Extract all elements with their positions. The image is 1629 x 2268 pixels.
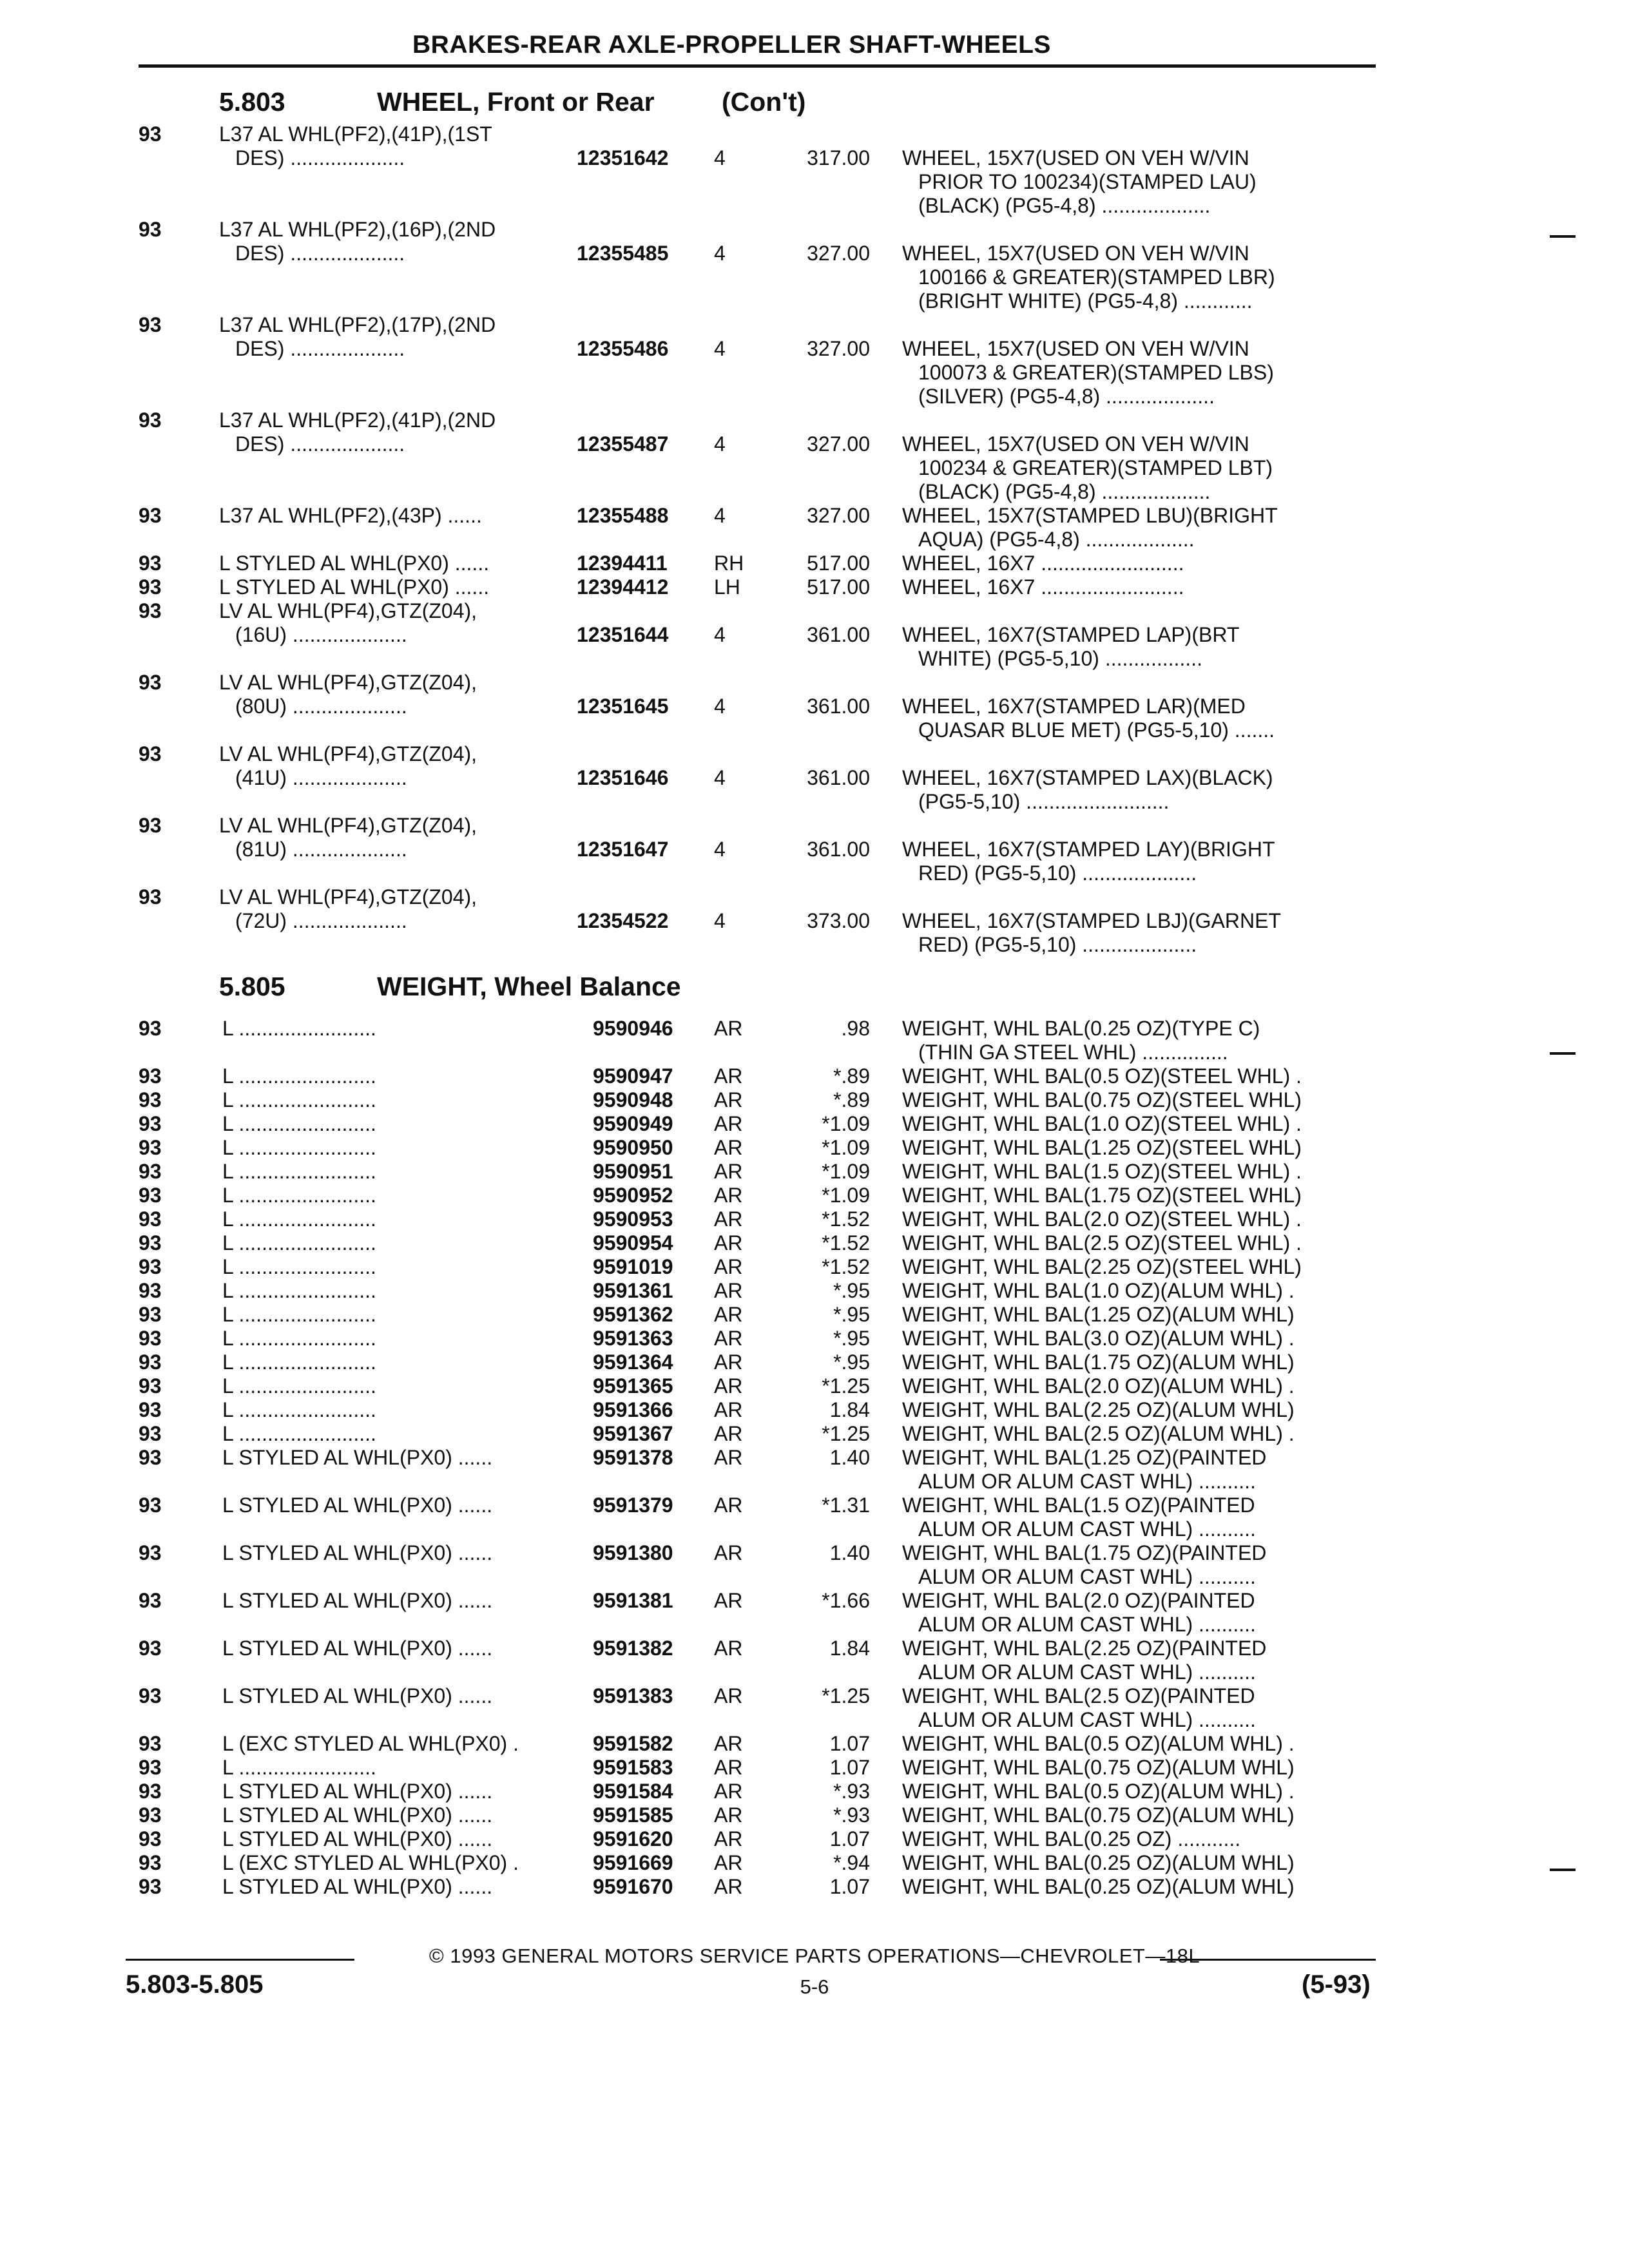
model-year: 93 — [139, 1756, 162, 1779]
model-year: 93 — [139, 575, 162, 599]
part-desc: WEIGHT, WHL BAL(0.25 OZ)(ALUM WHL) — [902, 1875, 1295, 1898]
usage-desc: L ........................ — [222, 1398, 376, 1421]
price: *1.52 — [822, 1207, 870, 1231]
quantity: AR — [714, 1803, 743, 1827]
part-desc: WEIGHT, WHL BAL(2.0 OZ)(PAINTED — [902, 1589, 1255, 1612]
part-number: 9591363 — [593, 1327, 673, 1350]
quantity: AR — [714, 1017, 743, 1040]
part-number: 12354522 — [577, 909, 669, 932]
part-desc: WEIGHT, WHL BAL(1.75 OZ)(ALUM WHL) — [902, 1350, 1295, 1374]
quantity: AR — [714, 1279, 743, 1302]
quantity: AR — [714, 1207, 743, 1231]
quantity: 4 — [714, 909, 726, 932]
quantity: AR — [714, 1541, 743, 1564]
part-number: 9591382 — [593, 1637, 673, 1660]
model-year: 93 — [139, 1541, 162, 1564]
price: 317.00 — [807, 146, 870, 169]
usage-desc: L STYLED AL WHL(PX0) ...... — [222, 1875, 493, 1898]
part-number: 12351645 — [577, 695, 669, 718]
model-year: 93 — [139, 1112, 162, 1135]
part-desc: WEIGHT, WHL BAL(2.5 OZ)(STEEL WHL) . — [902, 1231, 1302, 1254]
price: 327.00 — [807, 242, 870, 265]
model-year: 93 — [139, 1374, 162, 1398]
part-number: 9591583 — [593, 1756, 673, 1779]
usage-desc: LV AL WHL(PF4),GTZ(Z04), — [219, 885, 477, 908]
usage-desc: LV AL WHL(PF4),GTZ(Z04), — [219, 599, 477, 622]
quantity: AR — [714, 1494, 743, 1517]
part-desc: WEIGHT, WHL BAL(2.25 OZ)(STEEL WHL) — [902, 1255, 1302, 1278]
model-year: 93 — [139, 1184, 162, 1207]
price: *1.31 — [822, 1494, 870, 1517]
quantity: RH — [714, 552, 744, 575]
quantity: 4 — [714, 242, 726, 265]
part-number: 9591019 — [593, 1255, 673, 1278]
price: *1.09 — [822, 1184, 870, 1207]
usage-desc-2: (72U) .................... — [235, 909, 407, 932]
price: 1.07 — [829, 1732, 870, 1755]
model-year: 93 — [139, 1279, 162, 1302]
part-desc-2: ALUM OR ALUM CAST WHL) .......... — [918, 1660, 1256, 1684]
model-year: 93 — [139, 1017, 162, 1040]
price: *1.66 — [822, 1589, 870, 1612]
quantity: AR — [714, 1350, 743, 1374]
part-desc-2: WHITE) (PG5-5,10) ................. — [918, 647, 1202, 670]
model-year: 93 — [139, 1350, 162, 1374]
quantity: AR — [714, 1184, 743, 1207]
model-year: 93 — [139, 552, 162, 575]
part-desc-2: ALUM OR ALUM CAST WHL) .......... — [918, 1517, 1256, 1541]
price: 1.84 — [829, 1637, 870, 1660]
part-number: 12355487 — [577, 432, 669, 456]
section-heading-5803 — [219, 87, 1057, 119]
section-heading-5805 — [219, 972, 1057, 1004]
part-desc: WHEEL, 16X7 ......................... — [902, 552, 1184, 575]
part-desc-2: ALUM OR ALUM CAST WHL) .......... — [918, 1613, 1256, 1636]
part-number: 9591379 — [593, 1494, 673, 1517]
part-number: 9590954 — [593, 1231, 673, 1254]
part-desc-2: ALUM OR ALUM CAST WHL) .......... — [918, 1565, 1256, 1588]
model-year: 93 — [139, 1303, 162, 1326]
part-desc: WHEEL, 16X7(STAMPED LAP)(BRT — [902, 623, 1240, 646]
page-header-title: BRAKES-REAR AXLE-PROPELLER SHAFT-WHEELS — [412, 31, 1051, 59]
quantity: AR — [714, 1064, 743, 1088]
quantity: AR — [714, 1827, 743, 1850]
model-year: 93 — [139, 1446, 162, 1469]
model-year: 93 — [139, 1160, 162, 1183]
quantity: 4 — [714, 838, 726, 861]
model-year: 93 — [139, 504, 162, 527]
section-continued: (Con't) — [722, 87, 806, 117]
price: 361.00 — [807, 695, 870, 718]
part-number: 9590951 — [593, 1160, 673, 1183]
part-number: 9591364 — [593, 1350, 673, 1374]
usage-desc: L ........................ — [222, 1255, 376, 1278]
price: *1.25 — [822, 1422, 870, 1445]
quantity: AR — [714, 1422, 743, 1445]
usage-desc-2: (81U) .................... — [235, 838, 407, 861]
quantity: 4 — [714, 623, 726, 646]
quantity: AR — [714, 1446, 743, 1469]
usage-desc: L ........................ — [222, 1350, 376, 1374]
price: *1.52 — [822, 1255, 870, 1278]
quantity: AR — [714, 1303, 743, 1326]
part-number: 9590947 — [593, 1064, 673, 1088]
part-desc: WEIGHT, WHL BAL(1.5 OZ)(STEEL WHL) . — [902, 1160, 1302, 1183]
price: *.95 — [833, 1327, 870, 1350]
part-desc: WEIGHT, WHL BAL(0.25 OZ)(TYPE C) — [902, 1017, 1260, 1040]
usage-desc: L (EXC STYLED AL WHL(PX0) . — [222, 1732, 519, 1755]
price: *1.09 — [822, 1112, 870, 1135]
part-number: 9591361 — [593, 1279, 673, 1302]
part-desc-2: (PG5-5,10) ......................... — [918, 790, 1170, 813]
part-desc: WHEEL, 15X7(USED ON VEH W/VIN — [902, 146, 1249, 169]
usage-desc: L ........................ — [222, 1422, 376, 1445]
part-desc: WEIGHT, WHL BAL(0.5 OZ)(ALUM WHL) . — [902, 1732, 1295, 1755]
price: 361.00 — [807, 838, 870, 861]
part-number: 9590948 — [593, 1088, 673, 1111]
model-year: 93 — [139, 1851, 162, 1874]
price: *.89 — [833, 1088, 870, 1111]
model-year: 93 — [139, 1875, 162, 1898]
usage-desc-2: DES) .................... — [235, 337, 405, 360]
model-year: 93 — [139, 1803, 162, 1827]
part-desc: WEIGHT, WHL BAL(1.25 OZ)(PAINTED — [902, 1446, 1267, 1469]
quantity: AR — [714, 1160, 743, 1183]
part-desc: WEIGHT, WHL BAL(0.75 OZ)(ALUM WHL) — [902, 1803, 1295, 1827]
usage-desc-2: (41U) .................... — [235, 766, 407, 789]
part-desc: WEIGHT, WHL BAL(3.0 OZ)(ALUM WHL) . — [902, 1327, 1295, 1350]
part-number: 12351642 — [577, 146, 669, 169]
part-desc-2: 100073 & GREATER)(STAMPED LBS) — [918, 361, 1274, 384]
part-desc-3: (BLACK) (PG5-4,8) ................... — [918, 194, 1211, 217]
quantity: 4 — [714, 432, 726, 456]
price: 1.07 — [829, 1756, 870, 1779]
section-number: 5.803 — [219, 87, 285, 117]
quantity: AR — [714, 1851, 743, 1874]
price: *1.09 — [822, 1136, 870, 1159]
price: 373.00 — [807, 909, 870, 932]
model-year: 93 — [139, 1327, 162, 1350]
part-number: 9590950 — [593, 1136, 673, 1159]
usage-desc-2: DES) .................... — [235, 432, 405, 456]
usage-desc-2: DES) .................... — [235, 242, 405, 265]
part-number: 9591378 — [593, 1446, 673, 1469]
usage-desc: L STYLED AL WHL(PX0) ...... — [222, 1780, 493, 1803]
part-number: 9591584 — [593, 1780, 673, 1803]
quantity: AR — [714, 1780, 743, 1803]
price: 517.00 — [807, 552, 870, 575]
model-year: 93 — [139, 1589, 162, 1612]
quantity: AR — [714, 1088, 743, 1111]
part-desc-3: (SILVER) (PG5-4,8) ................... — [918, 385, 1215, 408]
part-number: 9591670 — [593, 1875, 673, 1898]
model-year: 93 — [139, 1637, 162, 1660]
usage-desc: L ........................ — [222, 1184, 376, 1207]
section-title: WHEEL, Front or Rear — [377, 87, 655, 117]
footer-page-number: 5-6 — [800, 1975, 829, 1998]
usage-desc: L ........................ — [222, 1327, 376, 1350]
part-desc: WHEEL, 16X7 ......................... — [902, 575, 1184, 599]
part-desc-3: (BLACK) (PG5-4,8) ................... — [918, 480, 1211, 503]
usage-desc: L37 AL WHL(PF2),(17P),(2ND — [219, 313, 496, 336]
quantity: 4 — [714, 504, 726, 527]
model-year: 93 — [139, 1064, 162, 1088]
part-number: 9591380 — [593, 1541, 673, 1564]
part-desc: WHEEL, 16X7(STAMPED LBJ)(GARNET — [902, 909, 1281, 932]
quantity: AR — [714, 1231, 743, 1254]
price: 1.40 — [829, 1541, 870, 1564]
model-year: 93 — [139, 218, 162, 241]
price: *1.52 — [822, 1231, 870, 1254]
model-year: 93 — [139, 814, 162, 837]
model-year: 93 — [139, 1255, 162, 1278]
price: 327.00 — [807, 337, 870, 360]
price: *.93 — [833, 1780, 870, 1803]
quantity: AR — [714, 1255, 743, 1278]
price: 327.00 — [807, 504, 870, 527]
part-desc: WHEEL, 16X7(STAMPED LAY)(BRIGHT — [902, 838, 1275, 861]
usage-desc-2: (80U) .................... — [235, 695, 407, 718]
quantity: AR — [714, 1398, 743, 1421]
price: *.95 — [833, 1279, 870, 1302]
footer-copyright: © 1993 GENERAL MOTORS SERVICE PARTS OPERATIONS—CHEVROLET—18L — [429, 1945, 1200, 1967]
part-desc: WEIGHT, WHL BAL(0.5 OZ)(STEEL WHL) . — [902, 1064, 1302, 1088]
part-number: 12355485 — [577, 242, 669, 265]
part-desc-2: PRIOR TO 100234)(STAMPED LAU) — [918, 170, 1257, 193]
usage-desc: L ........................ — [222, 1064, 376, 1088]
model-year: 93 — [139, 1422, 162, 1445]
section-title: WEIGHT, Wheel Balance — [377, 972, 681, 1001]
usage-desc: L STYLED AL WHL(PX0) ...... — [222, 1637, 493, 1660]
footer-section-range: 5.803-5.805 — [126, 1970, 264, 1999]
header-rule — [139, 64, 1376, 68]
price: 517.00 — [807, 575, 870, 599]
part-desc-2: ALUM OR ALUM CAST WHL) .......... — [918, 1470, 1256, 1493]
usage-desc: L ........................ — [222, 1136, 376, 1159]
usage-desc: LV AL WHL(PF4),GTZ(Z04), — [219, 671, 477, 694]
part-number: 9590953 — [593, 1207, 673, 1231]
usage-desc: L ........................ — [222, 1279, 376, 1302]
usage-desc: L ........................ — [222, 1231, 376, 1254]
part-desc: WEIGHT, WHL BAL(2.25 OZ)(PAINTED — [902, 1637, 1267, 1660]
part-number: 9591365 — [593, 1374, 673, 1398]
part-desc: WEIGHT, WHL BAL(1.0 OZ)(ALUM WHL) . — [902, 1279, 1295, 1302]
part-desc: WEIGHT, WHL BAL(1.25 OZ)(ALUM WHL) — [902, 1303, 1295, 1326]
part-desc: WEIGHT, WHL BAL(0.5 OZ)(ALUM WHL) . — [902, 1780, 1295, 1803]
model-year: 93 — [139, 742, 162, 765]
margin-mark — [1550, 1869, 1576, 1871]
usage-desc: LV AL WHL(PF4),GTZ(Z04), — [219, 814, 477, 837]
price: *1.25 — [822, 1684, 870, 1707]
part-number: 12355488 — [577, 504, 669, 527]
quantity: AR — [714, 1112, 743, 1135]
part-number: 9591585 — [593, 1803, 673, 1827]
part-desc: WHEEL, 15X7(STAMPED LBU)(BRIGHT — [902, 504, 1278, 527]
part-desc: WEIGHT, WHL BAL(0.25 OZ) ........... — [902, 1827, 1241, 1850]
part-desc-2: 100234 & GREATER)(STAMPED LBT) — [918, 456, 1273, 479]
usage-desc: L STYLED AL WHL(PX0) ...... — [219, 575, 490, 599]
usage-desc: L STYLED AL WHL(PX0) ...... — [222, 1446, 493, 1469]
usage-desc: L37 AL WHL(PF2),(41P),(2ND — [219, 408, 496, 432]
part-desc: WHEEL, 16X7(STAMPED LAR)(MED — [902, 695, 1246, 718]
model-year: 93 — [139, 1136, 162, 1159]
quantity: AR — [714, 1756, 743, 1779]
model-year: 93 — [139, 1398, 162, 1421]
usage-desc: L ........................ — [222, 1756, 376, 1779]
price: *.89 — [833, 1064, 870, 1088]
part-number: 9591367 — [593, 1422, 673, 1445]
usage-desc: L ........................ — [222, 1088, 376, 1111]
model-year: 93 — [139, 1207, 162, 1231]
part-desc-2: RED) (PG5-5,10) .................... — [918, 861, 1197, 885]
part-number: 9591669 — [593, 1851, 673, 1874]
model-year: 93 — [139, 1494, 162, 1517]
part-desc: WEIGHT, WHL BAL(2.0 OZ)(ALUM WHL) . — [902, 1374, 1295, 1398]
part-desc-2: 100166 & GREATER)(STAMPED LBR) — [918, 265, 1275, 289]
model-year: 93 — [139, 122, 162, 146]
usage-desc: L ........................ — [222, 1207, 376, 1231]
price: *.95 — [833, 1350, 870, 1374]
part-desc: WEIGHT, WHL BAL(0.25 OZ)(ALUM WHL) — [902, 1851, 1295, 1874]
part-desc: WHEEL, 16X7(STAMPED LAX)(BLACK) — [902, 766, 1273, 789]
margin-mark — [1550, 1052, 1576, 1055]
part-desc: WEIGHT, WHL BAL(1.75 OZ)(STEEL WHL) — [902, 1184, 1302, 1207]
part-number: 9591620 — [593, 1827, 673, 1850]
part-desc: WEIGHT, WHL BAL(2.25 OZ)(ALUM WHL) — [902, 1398, 1295, 1421]
part-desc: WEIGHT, WHL BAL(2.0 OZ)(STEEL WHL) . — [902, 1207, 1302, 1231]
price: 361.00 — [807, 623, 870, 646]
part-number: 9590946 — [593, 1017, 673, 1040]
price: 1.84 — [829, 1398, 870, 1421]
part-number: 9591383 — [593, 1684, 673, 1707]
quantity: 4 — [714, 146, 726, 169]
quantity: AR — [714, 1589, 743, 1612]
quantity: LH — [714, 575, 740, 599]
quantity: AR — [714, 1684, 743, 1707]
model-year: 93 — [139, 599, 162, 622]
part-desc: WEIGHT, WHL BAL(1.5 OZ)(PAINTED — [902, 1494, 1255, 1517]
usage-desc: L ........................ — [222, 1112, 376, 1135]
usage-desc: L STYLED AL WHL(PX0) ...... — [219, 552, 490, 575]
part-number: 12351644 — [577, 623, 669, 646]
part-desc-2: QUASAR BLUE MET) (PG5-5,10) ....... — [918, 718, 1275, 742]
part-number: 12394412 — [577, 575, 669, 599]
part-desc: WEIGHT, WHL BAL(2.5 OZ)(ALUM WHL) . — [902, 1422, 1295, 1445]
part-number: 9591381 — [593, 1589, 673, 1612]
quantity: AR — [714, 1136, 743, 1159]
price: *.93 — [833, 1803, 870, 1827]
quantity: AR — [714, 1637, 743, 1660]
part-desc: WHEEL, 15X7(USED ON VEH W/VIN — [902, 242, 1249, 265]
model-year: 93 — [139, 1231, 162, 1254]
part-desc: WHEEL, 15X7(USED ON VEH W/VIN — [902, 432, 1249, 456]
usage-desc: L STYLED AL WHL(PX0) ...... — [222, 1494, 493, 1517]
price: *.94 — [833, 1851, 870, 1874]
usage-desc: L37 AL WHL(PF2),(41P),(1ST — [219, 122, 492, 146]
model-year: 93 — [139, 408, 162, 432]
price: 327.00 — [807, 432, 870, 456]
model-year: 93 — [139, 1780, 162, 1803]
usage-desc: L (EXC STYLED AL WHL(PX0) . — [222, 1851, 519, 1874]
part-desc-2: (THIN GA STEEL WHL) ............... — [918, 1041, 1228, 1064]
price: 1.40 — [829, 1446, 870, 1469]
part-number: 12351647 — [577, 838, 669, 861]
price: 1.07 — [829, 1875, 870, 1898]
quantity: AR — [714, 1875, 743, 1898]
model-year: 93 — [139, 1684, 162, 1707]
model-year: 93 — [139, 313, 162, 336]
model-year: 93 — [139, 1088, 162, 1111]
price: 1.07 — [829, 1827, 870, 1850]
part-desc-2: ALUM OR ALUM CAST WHL) .......... — [918, 1708, 1256, 1731]
part-number: 9591362 — [593, 1303, 673, 1326]
usage-desc-2: DES) .................... — [235, 146, 405, 169]
usage-desc: L37 AL WHL(PF2),(43P) ...... — [219, 504, 482, 527]
quantity: AR — [714, 1732, 743, 1755]
usage-desc: L ........................ — [222, 1017, 376, 1040]
usage-desc: L37 AL WHL(PF2),(16P),(2ND — [219, 218, 496, 241]
part-number: 9591582 — [593, 1732, 673, 1755]
usage-desc: L STYLED AL WHL(PX0) ...... — [222, 1589, 493, 1612]
part-desc: WEIGHT, WHL BAL(2.5 OZ)(PAINTED — [902, 1684, 1255, 1707]
usage-desc: L ........................ — [222, 1303, 376, 1326]
usage-desc: L ........................ — [222, 1374, 376, 1398]
section-number: 5.805 — [219, 972, 285, 1001]
quantity: AR — [714, 1327, 743, 1350]
usage-desc: L STYLED AL WHL(PX0) ...... — [222, 1541, 493, 1564]
price: .98 — [841, 1017, 870, 1040]
part-desc-2: AQUA) (PG5-4,8) ................... — [918, 528, 1195, 551]
part-number: 12351646 — [577, 766, 669, 789]
usage-desc-2: (16U) .................... — [235, 623, 407, 646]
price: *1.25 — [822, 1374, 870, 1398]
quantity: 4 — [714, 695, 726, 718]
quantity: 4 — [714, 337, 726, 360]
price: *.95 — [833, 1303, 870, 1326]
model-year: 93 — [139, 671, 162, 694]
margin-mark — [1550, 235, 1576, 238]
part-desc: WEIGHT, WHL BAL(0.75 OZ)(STEEL WHL) — [902, 1088, 1302, 1111]
part-desc: WEIGHT, WHL BAL(0.75 OZ)(ALUM WHL) — [902, 1756, 1295, 1779]
part-number: 12355486 — [577, 337, 669, 360]
usage-desc: L STYLED AL WHL(PX0) ...... — [222, 1803, 493, 1827]
part-number: 9591366 — [593, 1398, 673, 1421]
part-desc: WEIGHT, WHL BAL(1.0 OZ)(STEEL WHL) . — [902, 1112, 1302, 1135]
usage-desc: LV AL WHL(PF4),GTZ(Z04), — [219, 742, 477, 765]
usage-desc: L ........................ — [222, 1160, 376, 1183]
part-desc-3: (BRIGHT WHITE) (PG5-4,8) ............ — [918, 289, 1253, 312]
part-desc: WHEEL, 15X7(USED ON VEH W/VIN — [902, 337, 1249, 360]
price: *1.09 — [822, 1160, 870, 1183]
usage-desc: L STYLED AL WHL(PX0) ...... — [222, 1684, 493, 1707]
quantity: AR — [714, 1374, 743, 1398]
part-number: 9590952 — [593, 1184, 673, 1207]
part-desc-2: RED) (PG5-5,10) .................... — [918, 933, 1197, 956]
model-year: 93 — [139, 885, 162, 908]
part-number: 12394411 — [577, 552, 668, 575]
usage-desc: L STYLED AL WHL(PX0) ...... — [222, 1827, 493, 1850]
footer-date-code: (5-93) — [1302, 1970, 1371, 1999]
part-desc: WEIGHT, WHL BAL(1.75 OZ)(PAINTED — [902, 1541, 1267, 1564]
part-desc: WEIGHT, WHL BAL(1.25 OZ)(STEEL WHL) — [902, 1136, 1302, 1159]
model-year: 93 — [139, 1827, 162, 1850]
price: 361.00 — [807, 766, 870, 789]
model-year: 93 — [139, 1732, 162, 1755]
quantity: 4 — [714, 766, 726, 789]
part-number: 9590949 — [593, 1112, 673, 1135]
